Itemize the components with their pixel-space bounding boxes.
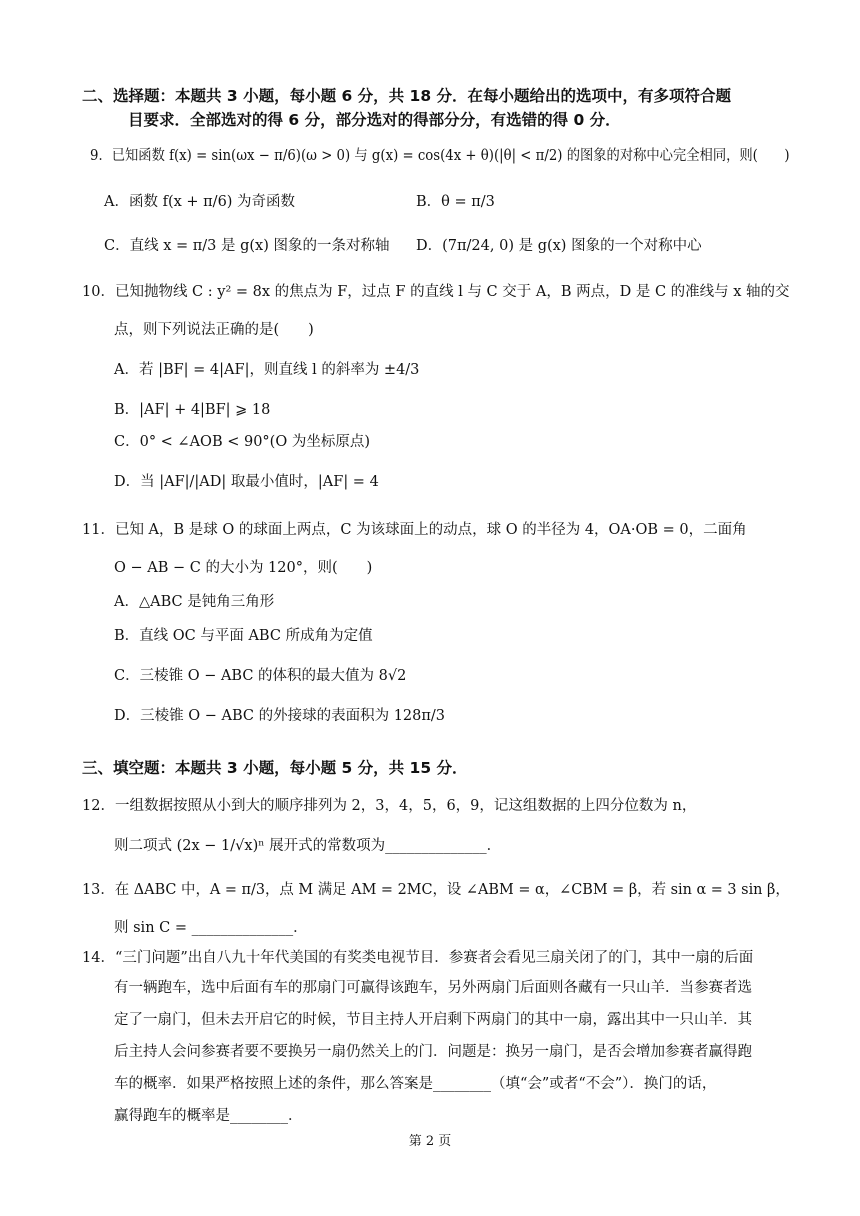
q11-option-a: A．△ABC 是钝角三角形 [114, 594, 275, 610]
q10-stem-line1: 10．已知抛物线 C : y² = 8x 的焦点为 F，过点 F 的直线 l 与 C 交于 A，B 两点，D 是 C 的准线与 x 轴的交 [82, 284, 790, 300]
q14-line2: 有一辆跑车，选中后面有车的那扇门可赢得该跑车，另外两扇门后面则各藏有一只山羊．当参赛者选 [114, 980, 752, 996]
section2-heading-line2: 目要求．全部选对的得 6 分，部分选对的得部分分，有选错的得 0 分． [128, 111, 621, 129]
q12-line2: 则二项式 (2x − 1/√x)ⁿ 展开式的常数项为______________． [114, 838, 502, 854]
q14-line1: 14．“三门问题”出自八九十年代美国的有奖类电视节目．参赛者会看见三扇关闭了的门，其中一扇的后面 [82, 950, 754, 966]
q13-line2: 则 sin C = ______________． [114, 920, 308, 936]
q9-option-c: C．直线 x = π/3 是 g(x) 图象的一条对称轴 [104, 238, 390, 254]
q10-option-a: A．若 |BF| = 4|AF|，则直线 l 的斜率为 ±4/3 [114, 362, 420, 378]
q10-option-b: B．|AF| + 4|BF| ⩾ 18 [114, 402, 271, 418]
q13-line1: 13．在 ΔABC 中，A = π/3，点 M 满足 AM = 2MC，设 ∠ABM = α，∠CBM = β，若 sin α = 3 sin β， [82, 882, 790, 898]
q9-option-a: A．函数 f(x + π/6) 为奇函数 [104, 194, 296, 210]
section2-heading-line1: 二、选择题：本题共 3 小题，每小题 6 分，共 18 分．在每小题给出的选项中，有多项符合题 [82, 87, 732, 105]
q10-option-d: D．当 |AF|/|AD| 取最小值时，|AF| = 4 [114, 474, 379, 490]
q10-option-c: C．0° < ∠AOB < 90°(O 为坐标原点) [114, 434, 370, 450]
q10-stem-line2: 点，则下列说法正确的是( ) [114, 322, 314, 338]
q11-option-d: D．三棱锥 O − ABC 的外接球的表面积为 128π/3 [114, 708, 446, 724]
q14-line5: 车的概率．如果严格按照上述的条件，那么答案是________（填“会”或者“不会”）．换门的话， [114, 1076, 717, 1092]
page-number: 第 2 页 [408, 1134, 452, 1149]
q14-line3: 定了一扇门，但未去开启它的时候，节目主持人开启剩下两扇门的其中一扇，露出其中一只山羊．其 [114, 1012, 752, 1028]
q9-stem: 9．已知函数 f(x) = sin(ωx − π/6)(ω > 0) 与 g(x) = cos(4x + θ)(|θ| < π/2) 的图象的对称中心完全相同，则( ) [90, 148, 790, 164]
q11-stem-line2: O − AB − C 的大小为 120°，则( ) [114, 560, 373, 576]
section3-heading: 三、填空题：本题共 3 小题，每小题 5 分，共 15 分． [82, 759, 468, 777]
q12-line1: 12．一组数据按照从小到大的顺序排列为 2，3，4，5，6，9，记这组数据的上四分位数为 n， [82, 798, 697, 814]
q14-line6: 赢得跑车的概率是________． [114, 1108, 303, 1124]
q11-stem-line1: 11．已知 A，B 是球 O 的球面上两点，C 为该球面上的动点，球 O 的半径为 4，OA·OB = 0，二面角 [82, 522, 747, 538]
q11-option-c: C．三棱锥 O − ABC 的体积的最大值为 8√2 [114, 668, 407, 684]
q14-line4: 后主持人会问参赛者要不要换另一扇仍然关上的门．问题是：换另一扇门，是否会增加参赛者赢得跑 [114, 1044, 752, 1060]
q9-option-b: B．θ = π/3 [416, 194, 495, 210]
q11-option-b: B．直线 OC 与平面 ABC 所成角为定值 [114, 628, 373, 644]
q9-option-d: D．(7π/24, 0) 是 g(x) 图象的一个对称中心 [416, 238, 702, 254]
